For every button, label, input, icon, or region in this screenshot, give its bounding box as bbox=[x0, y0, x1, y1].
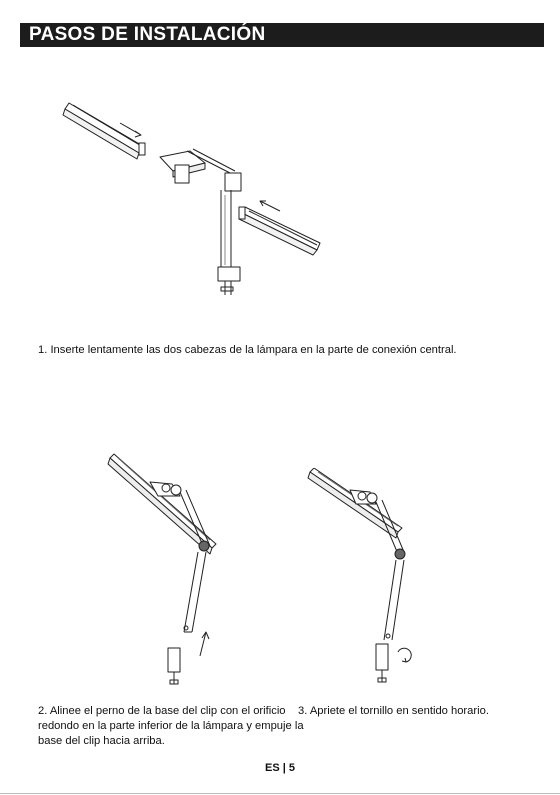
step-1-instruction: 1. Inserte lentamente las dos cabezas de la lámpara en la parte de conexión central. bbox=[38, 344, 457, 356]
screw-tighten-clockwise-diagram bbox=[302, 468, 422, 690]
section-header bbox=[20, 23, 544, 47]
clip-base-push-up-diagram bbox=[100, 452, 230, 692]
lamp-heads-insertion-diagram bbox=[55, 95, 345, 300]
page-title: PASOS DE INSTALACIÓN bbox=[29, 24, 266, 45]
bottom-divider bbox=[0, 793, 560, 794]
step-2-instruction: 2. Alinee el perno de la base del clip con el orificio redondo en la parte inferior de la lámpara y empuje la base del clip hacia arriba. bbox=[38, 705, 304, 747]
step-3-instruction: 3. Apriete el tornillo en sentido horario. bbox=[298, 705, 489, 717]
page-number: ES | 5 bbox=[265, 762, 295, 774]
